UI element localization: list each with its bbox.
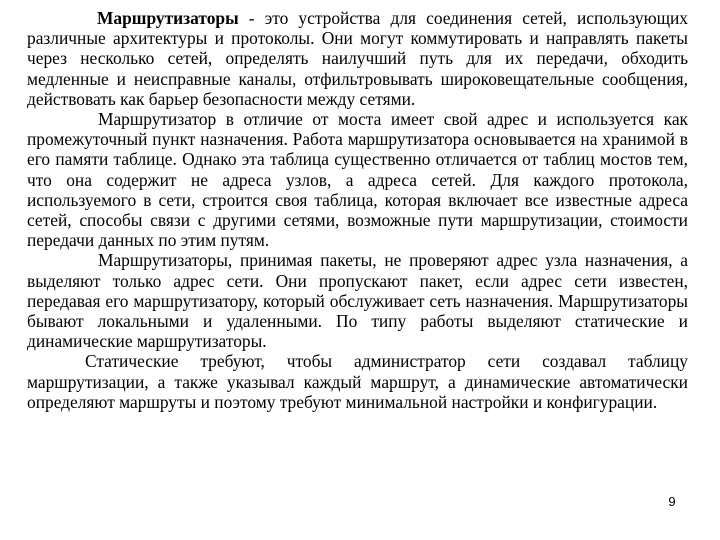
paragraph-static-dynamic: Статические требуют, чтобы администратор сети создавал таблицу маршрутизации, а также указывал каждый маршрут, а динамические автоматически определяют маршруты и поэтому требуют минимальной настройки и конфигурации. <box>27 351 688 412</box>
paragraph-router-packet-handling: Маршрутизаторы, принимая пакеты, не проверяют адрес узла назначения, а выделяют только адрес сети. Они пропускают пакет, если адрес сети известен, передавая его маршрутизатору, который обслуживает сеть назначения. Маршрутизаторы бывают локальными и удаленными. По типу работы выделяют статические и динамические маршрутизаторы. <box>27 250 688 352</box>
document-body <box>27 8 688 412</box>
term-routers: Маршрутизаторы <box>97 8 239 28</box>
paragraph-router-vs-bridge: Маршрутизатор в отличие от моста имеет свой адрес и используется как промежуточный пункт назначения. Работа маршрутизатора основывается на хранимой в его памяти таблице. Однако эта таблица существенно отличается от таблиц мостов тем, что она содержит не адреса узлов, а адреса сетей. Для каждого протокола, используемого в сети, строится своя таблица, которая включает все известные адреса сетей, способы связи с другими сетями, возможные пути маршрутизации, стоимости передачи данных по этим путям. <box>27 109 688 251</box>
paragraph-text: - это устройства для соединения сетей, использующих различные архитектуры и протоколы. Они могут коммутировать и направлять пакеты через несколько сетей, определять наилучший путь для их передачи, обходить медленные и неисправные каналы, отфильтровывать широковещательные сообщения, действовать как барьер безопасности между сетями. <box>27 8 688 109</box>
page-number: 9 <box>668 494 676 509</box>
paragraph-router-definition <box>27 8 688 109</box>
